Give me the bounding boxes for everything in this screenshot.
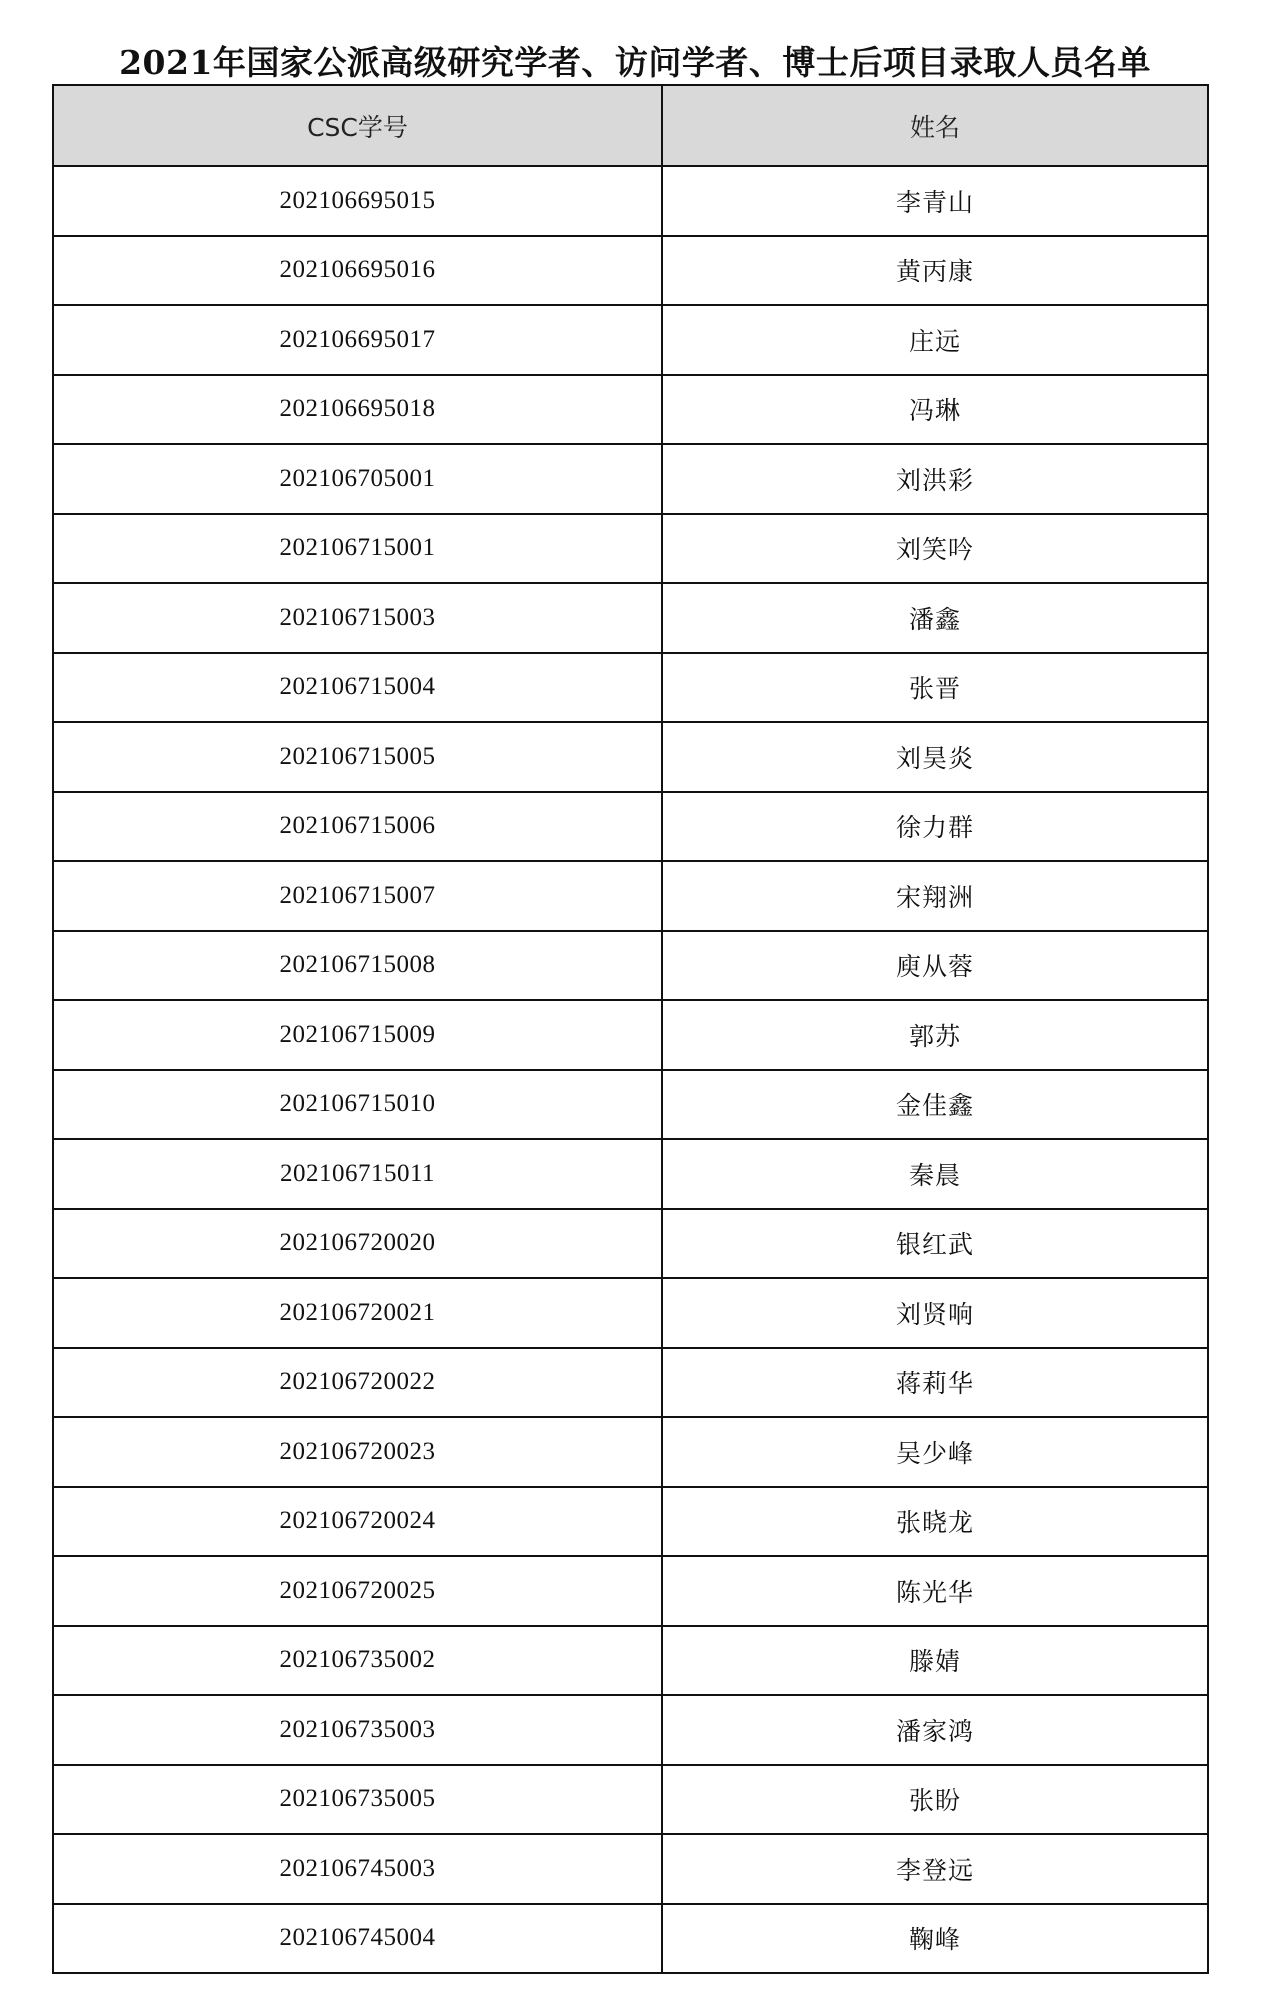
person-name-cell: 郭苏 [662, 1000, 1208, 1070]
table-row [53, 305, 1208, 375]
table-row [53, 444, 1208, 514]
csc-id-cell: 202106715003 [53, 583, 662, 653]
csc-id-cell: 202106715004 [53, 653, 662, 723]
table-row [53, 1348, 1208, 1418]
table-row [53, 1556, 1208, 1626]
person-name-cell: 吴少峰 [662, 1417, 1208, 1487]
table-body [53, 166, 1208, 1973]
table-row [53, 1278, 1208, 1348]
person-name-cell: 张盼 [662, 1765, 1208, 1835]
person-name-cell: 刘笑吟 [662, 514, 1208, 584]
admission-roster-table [52, 84, 1209, 1974]
person-name-cell: 金佳鑫 [662, 1070, 1208, 1140]
person-name-cell: 李青山 [662, 166, 1208, 236]
table-row [53, 722, 1208, 792]
csc-id-cell: 202106695017 [53, 305, 662, 375]
table-row [53, 514, 1208, 584]
csc-id-cell: 202106715009 [53, 1000, 662, 1070]
table-row [53, 236, 1208, 306]
person-name-cell: 鞠峰 [662, 1904, 1208, 1974]
csc-id-cell: 202106720023 [53, 1417, 662, 1487]
table-row [53, 1626, 1208, 1696]
person-name-cell: 刘贤响 [662, 1278, 1208, 1348]
table-row [53, 1209, 1208, 1279]
table-row [53, 1904, 1208, 1974]
csc-id-cell: 202106715006 [53, 792, 662, 862]
column-header-name: 姓名 [662, 85, 1208, 166]
table-row [53, 861, 1208, 931]
table-row [53, 1000, 1208, 1070]
csc-id-cell: 202106720021 [53, 1278, 662, 1348]
table-row [53, 166, 1208, 236]
table-row [53, 792, 1208, 862]
table-row [53, 1487, 1208, 1557]
csc-id-cell: 202106695016 [53, 236, 662, 306]
person-name-cell: 陈光华 [662, 1556, 1208, 1626]
column-header-csc-id: CSC学号 [53, 85, 662, 166]
table-row [53, 1695, 1208, 1765]
person-name-cell: 滕婧 [662, 1626, 1208, 1696]
csc-id-cell: 202106720022 [53, 1348, 662, 1418]
table-row [53, 931, 1208, 1001]
table-row [53, 583, 1208, 653]
csc-id-cell: 202106735002 [53, 1626, 662, 1696]
csc-id-cell: 202106715011 [53, 1139, 662, 1209]
csc-id-cell: 202106720025 [53, 1556, 662, 1626]
person-name-cell: 庄远 [662, 305, 1208, 375]
person-name-cell: 刘洪彩 [662, 444, 1208, 514]
person-name-cell: 庾从蓉 [662, 931, 1208, 1001]
csc-id-cell: 202106695018 [53, 375, 662, 445]
csc-id-cell: 202106715008 [53, 931, 662, 1001]
person-name-cell: 秦晨 [662, 1139, 1208, 1209]
csc-id-cell: 202106715007 [53, 861, 662, 931]
table-row [53, 1417, 1208, 1487]
person-name-cell: 银红武 [662, 1209, 1208, 1279]
document-title: 2021年国家公派高级研究学者、访问学者、博士后项目录取人员名单 [119, 43, 1151, 83]
table-header-row [53, 85, 1208, 166]
table-row [53, 1139, 1208, 1209]
person-name-cell: 潘鑫 [662, 583, 1208, 653]
person-name-cell: 潘家鸿 [662, 1695, 1208, 1765]
person-name-cell: 黄丙康 [662, 236, 1208, 306]
person-name-cell: 李登远 [662, 1834, 1208, 1904]
csc-id-cell: 202106735005 [53, 1765, 662, 1835]
csc-id-cell: 202106735003 [53, 1695, 662, 1765]
csc-id-cell: 202106705001 [53, 444, 662, 514]
person-name-cell: 宋翔洲 [662, 861, 1208, 931]
csc-id-cell: 202106720024 [53, 1487, 662, 1557]
table-row [53, 1765, 1208, 1835]
person-name-cell: 张晋 [662, 653, 1208, 723]
csc-id-cell: 202106695015 [53, 166, 662, 236]
table-row [53, 375, 1208, 445]
csc-id-cell: 202106715001 [53, 514, 662, 584]
table-row [53, 1070, 1208, 1140]
csc-id-cell: 202106745004 [53, 1904, 662, 1974]
person-name-cell: 刘昊炎 [662, 722, 1208, 792]
csc-id-cell: 202106715010 [53, 1070, 662, 1140]
table-row [53, 653, 1208, 723]
csc-id-cell: 202106720020 [53, 1209, 662, 1279]
person-name-cell: 蒋莉华 [662, 1348, 1208, 1418]
csc-id-cell: 202106745003 [53, 1834, 662, 1904]
person-name-cell: 徐力群 [662, 792, 1208, 862]
person-name-cell: 冯琳 [662, 375, 1208, 445]
csc-id-cell: 202106715005 [53, 722, 662, 792]
person-name-cell: 张晓龙 [662, 1487, 1208, 1557]
table-row [53, 1834, 1208, 1904]
